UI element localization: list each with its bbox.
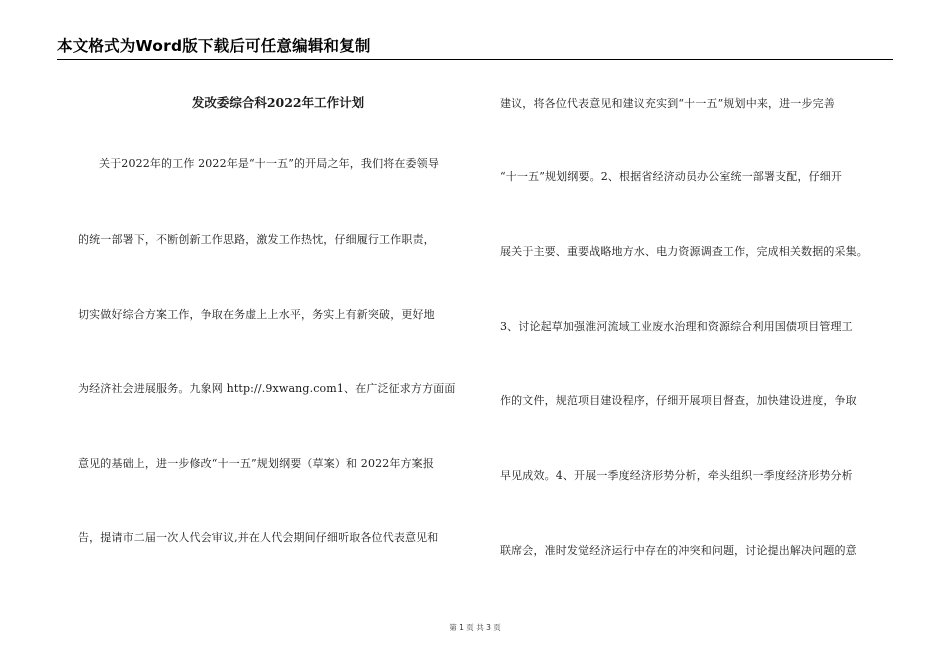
body-line: 建议，将各位代表意见和建议充实到“十一五”规划中来，进一步完善 <box>500 97 835 110</box>
left-column <box>78 0 473 672</box>
body-line: 的统一部署下，不断创新工作思路，激发工作热忱，仔细履行工作职责， <box>78 233 435 246</box>
download-notice-banner: 本文格式为Word版下载后可任意编辑和复制 <box>57 37 371 55</box>
body-line: 关于2022年的工作 2022年是“十一五”的开局之年，我们将在委领导 <box>99 157 439 170</box>
body-line: 联席会，准时发觉经济运行中存在的冲突和问题，讨论提出解决问题的意 <box>500 544 857 557</box>
body-line: 展关于主要、重要战略地方水、电力资源调查工作，完成相关数据的采集。 <box>500 245 868 258</box>
document-title: 发改委综合科2022年工作计划 <box>191 95 365 110</box>
body-line: 作的文件，规范项目建设程序，仔细开展项目督查，加快建设进度，争取 <box>500 394 857 407</box>
body-line: 切实做好综合方案工作，争取在务虚上上水平，务实上有新突破，更好地 <box>78 308 435 321</box>
body-line: 早见成效。4、开展一季度经济形势分析，牵头组织一季度经济形势分析 <box>500 469 853 482</box>
right-column <box>500 0 895 672</box>
body-line: 3、讨论起草加强淮河流域工业废水治理和资源综合利用国债项目管理工 <box>500 320 853 333</box>
body-line: 告，提请市二届一次人代会审议,并在人代会期间仔细听取各位代表意见和 <box>78 531 439 544</box>
page-number: 第 1 页 共 3 页 <box>449 623 501 632</box>
body-line: 意见的基础上，进一步修改“十一五”规划纲要（草案）和 2022年方案报 <box>78 457 434 470</box>
body-line: 为经济社会进展服务。九象网 http://.9xwang.com1、在广泛征求方方面面 <box>78 382 456 395</box>
body-line: “十一五”规划纲要。2、根据省经济动员办公室统一部署支配，仔细开 <box>500 170 843 183</box>
